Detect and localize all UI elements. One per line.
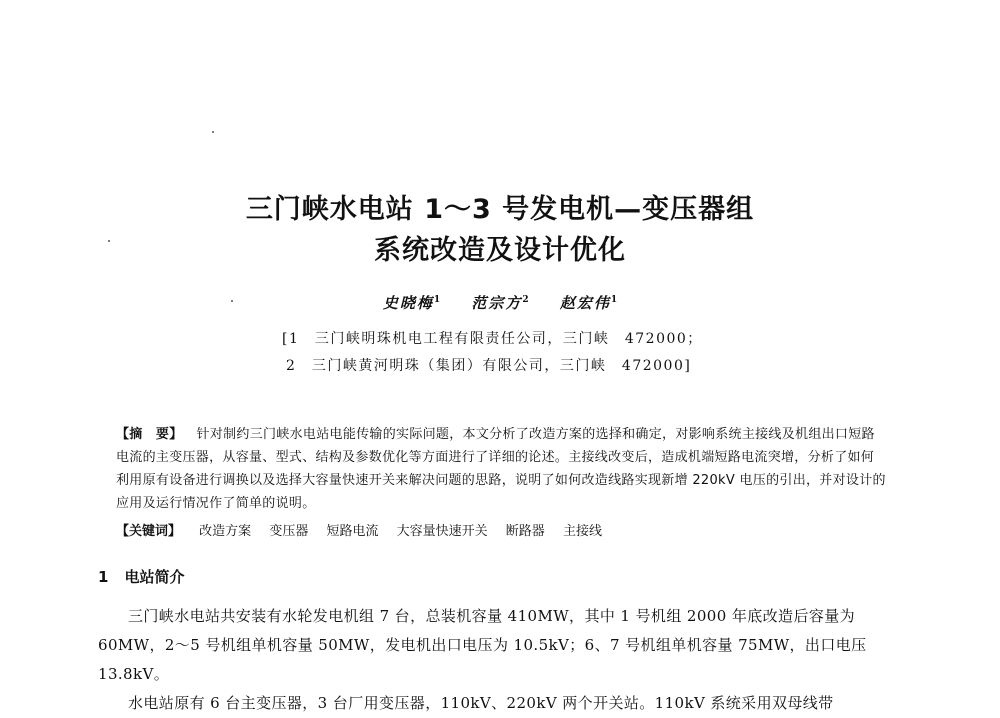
author-list [0, 292, 1000, 313]
abstract-label: 【摘 要】 [116, 427, 183, 442]
author [383, 294, 440, 312]
section-heading [98, 566, 184, 587]
section-number: 1 [98, 568, 109, 586]
author [471, 294, 528, 312]
body-text [98, 602, 910, 718]
affiliation-1: [1 三门峡明珠机电工程有限责任公司，三门峡 472000； [282, 331, 703, 347]
author-name: 范宗方 [471, 294, 523, 312]
keyword: 大容量快速开关 [396, 524, 488, 539]
author-name: 史晓梅 [382, 294, 434, 312]
paper-title-line-2: 系统改造及设计优化 [374, 235, 626, 266]
affiliation-2: 2 三门峡黄河明珠（集团）有限公司，三门峡 472000] [286, 358, 692, 374]
scan-speck [212, 131, 214, 133]
paper-title-line-1: 三门峡水电站 1～3 号发电机—变压器组 [245, 194, 755, 225]
paragraph: 三门峡水电站共安装有水轮发电机组 7 台，总装机容量 410MW，其中 1 号机组 2000 年底改造后容量为 60MW，2～5 号机组单机容量 50MW，发电机出口电压为 10.5kV；6、7 号机组单机容量 75MW，出口电压 13.8kV。 [98, 607, 867, 683]
keywords [116, 520, 886, 539]
author [560, 294, 617, 312]
author-affiliation-mark: 1 [433, 295, 441, 305]
abstract-text: 针对制约三门峡水电站电能传输的实际问题，本文分析了改造方案的选择和确定，对影响系统主接线及机组出口短路电流的主变压器，从容量、型式、结构及参数优化等方面进行了详细的论述。主接线改变后，造成机端短路电流突增，分析了如何利用原有设备进行调换以及选择大容量快速开关来解决问题的思路，说明了如何改造线路实现新增 220kV 电压的引出，并对设计的应用及运行情况作了简单的说明。 [116, 427, 886, 511]
author-name: 赵宏伟 [559, 294, 611, 312]
paragraph: 水电站原有 6 台主变压器，3 台厂用变压器，110kV、220kV 两个开关站。110kV 系统采用双母线带 [128, 694, 834, 712]
keyword: 主接线 [562, 524, 602, 539]
keyword: 改造方案 [199, 524, 252, 539]
abstract [116, 423, 886, 515]
keyword: 变压器 [269, 524, 309, 539]
keyword: 断路器 [505, 524, 545, 539]
author-affiliation-mark: 1 [610, 295, 618, 305]
section-title: 电站简介 [124, 568, 185, 586]
keyword: 短路电流 [326, 524, 379, 539]
keywords-label: 【关键词】 [116, 524, 182, 539]
author-affiliation-mark: 2 [522, 295, 529, 305]
